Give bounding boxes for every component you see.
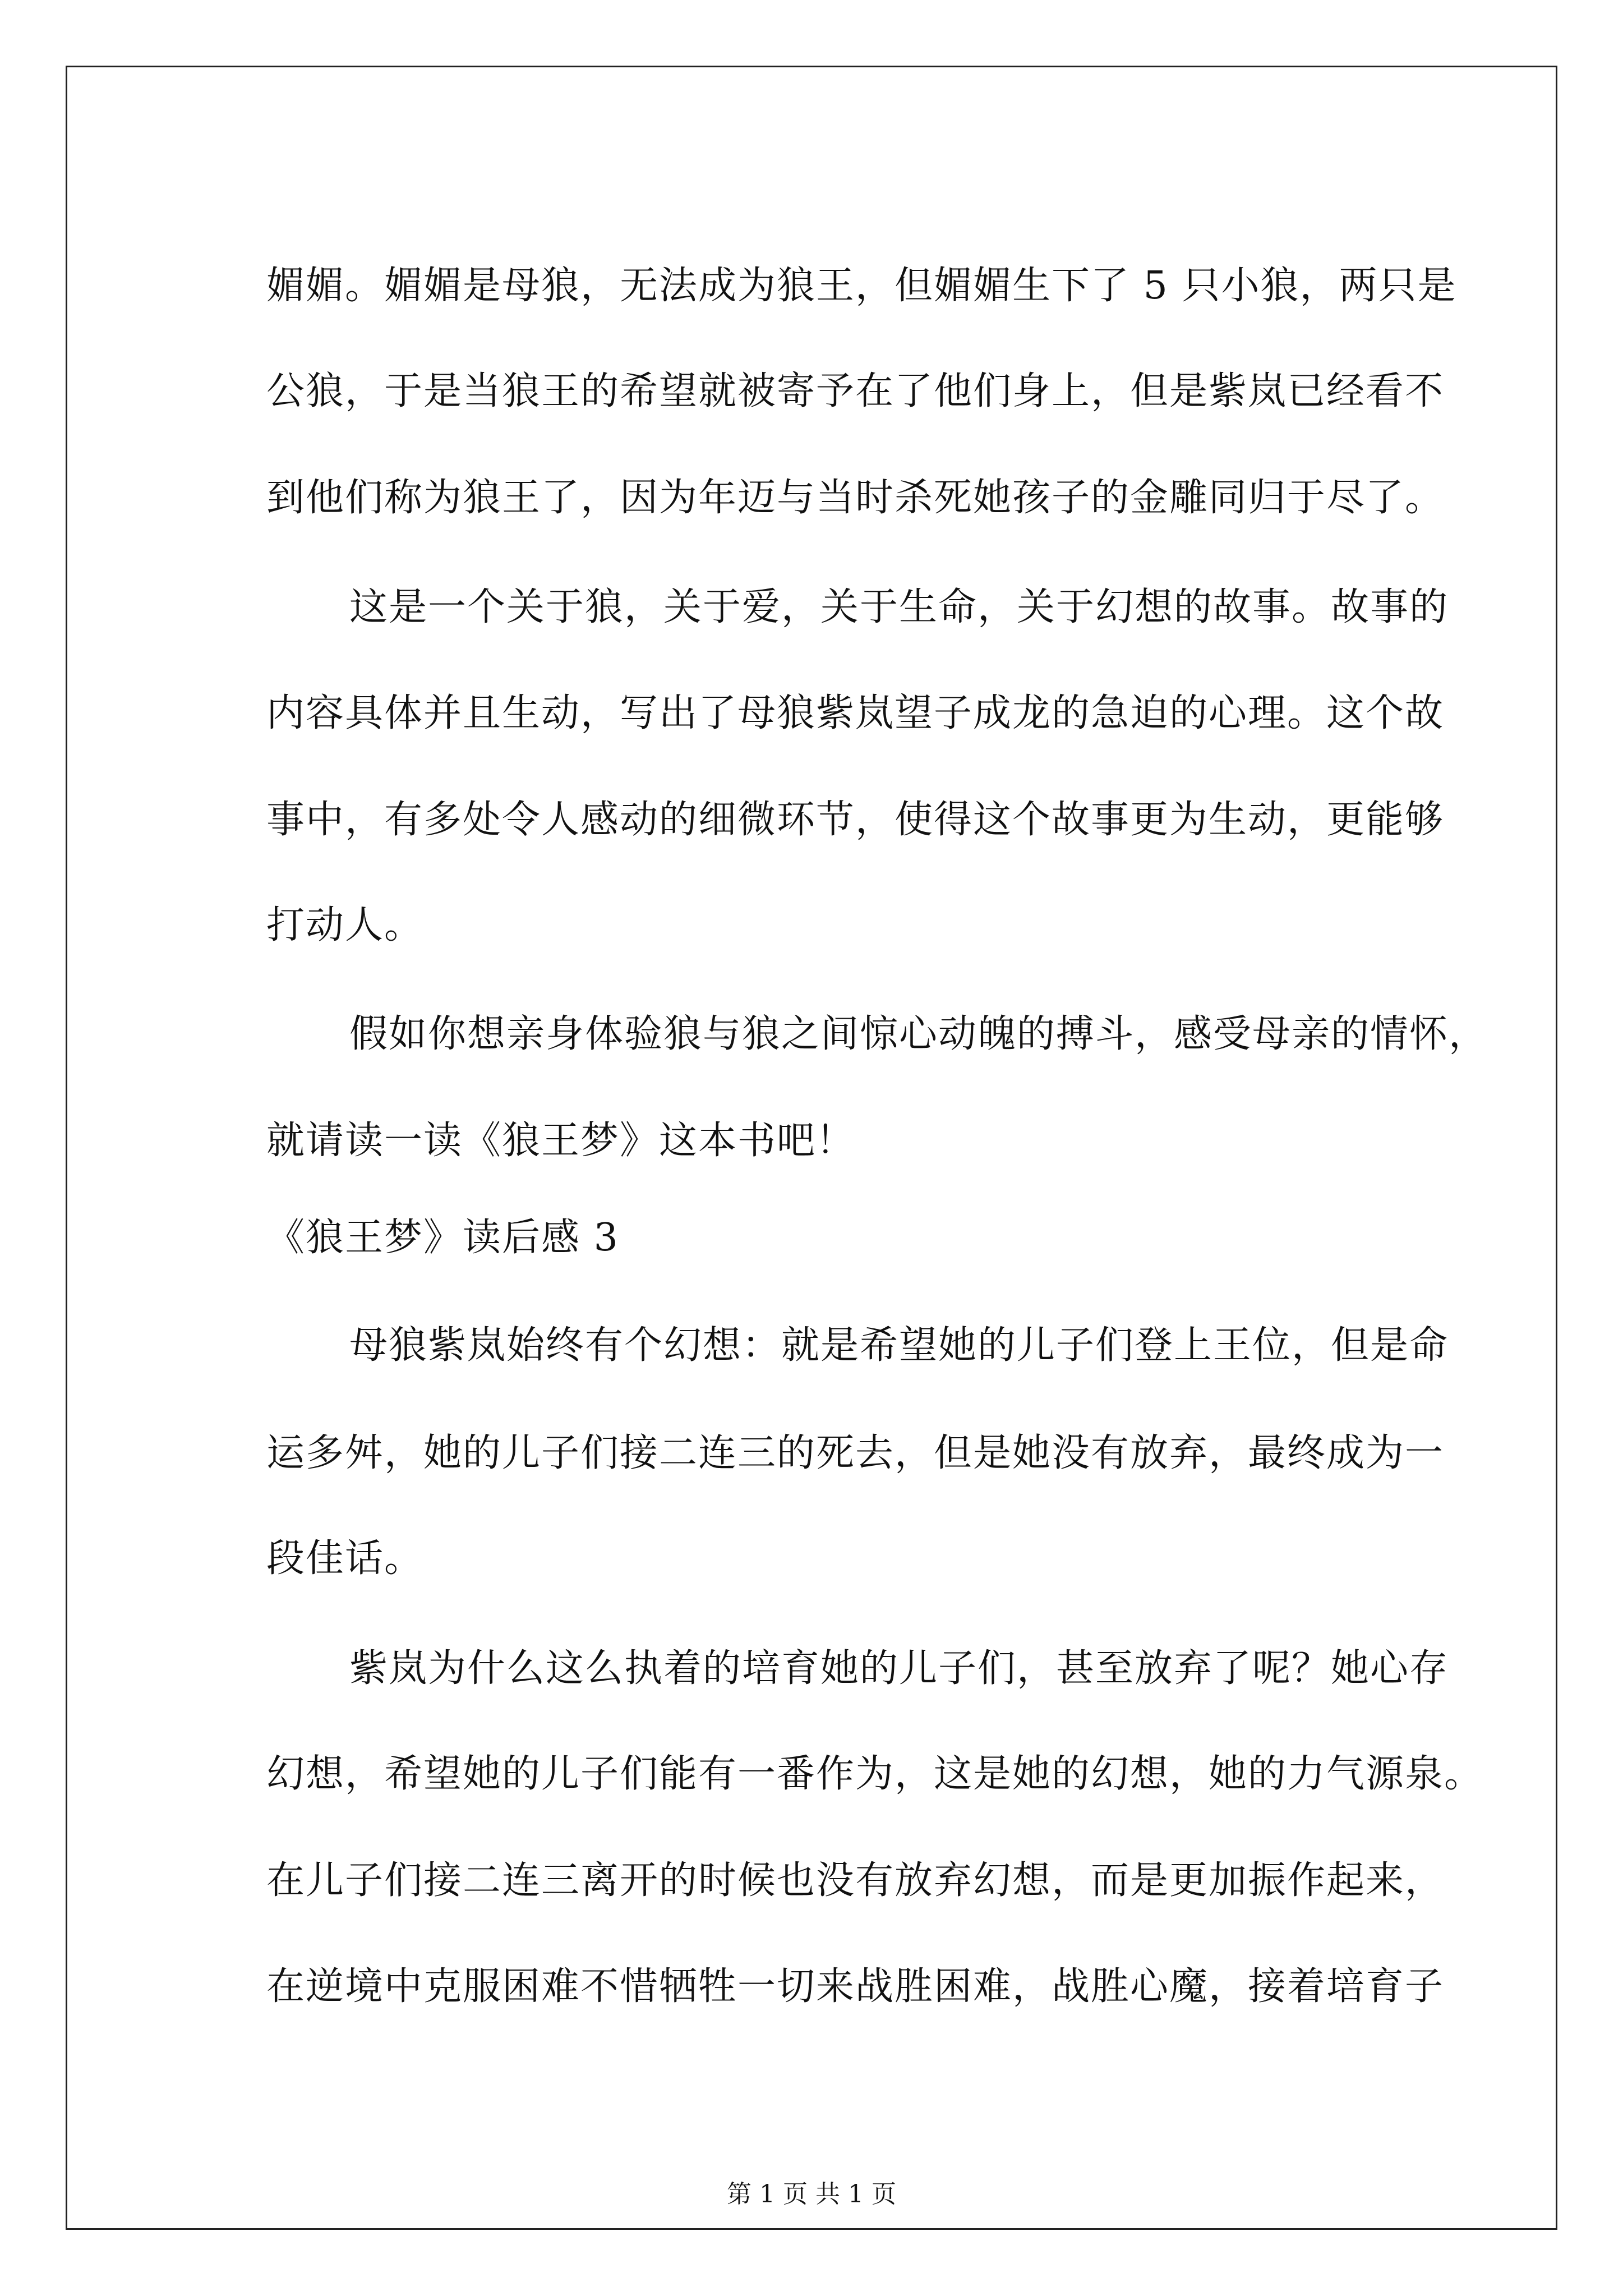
text-line: 段佳话。: [266, 1536, 424, 1581]
paragraph-first-line: 假如你想亲身体验狼与狼之间惊心动魄的搏斗，感受母亲的情怀，: [349, 1012, 1488, 1056]
page-frame: [66, 66, 1557, 2230]
text-line: 内容具体并且生动，写出了母狼紫岚望子成龙的急迫的心理。这个故: [266, 691, 1445, 735]
paragraph-first-line: 紫岚为什么这么执着的培育她的儿子们，甚至放弃了呢？她心存: [349, 1646, 1449, 1691]
text-line: 公狼，于是当狼王的希望就被寄予在了他们身上，但是紫岚已经看不: [266, 369, 1445, 413]
paragraph-first-line: 这是一个关于狼，关于爱，关于生命，关于幻想的故事。故事的: [349, 585, 1449, 629]
section-heading: 《狼王梦》读后感 3: [266, 1216, 619, 1260]
text-line: 就请读一读《狼王梦》这本书吧！: [266, 1119, 856, 1163]
text-line: 打动人。: [266, 903, 424, 947]
text-line: 在儿子们接二连三离开的时候也没有放弃幻想，而是更加振作起来，: [266, 1858, 1445, 1903]
text-line: 幻想，希望她的儿子们能有一番作为，这是她的幻想，她的力气源泉。: [266, 1752, 1484, 1796]
text-line: 到他们称为狼王了，因为年迈与当时杀死她孩子的金雕同归于尽了。: [266, 476, 1445, 520]
text-line: 运多舛，她的儿子们接二连三的死去，但是她没有放弃，最终成为一: [266, 1431, 1445, 1475]
text-line: 在逆境中克服困难不惜牺牲一切来战胜困难，战胜心魔，接着培育子: [266, 1964, 1445, 2009]
text-line: 事中，有多处令人感动的细微环节，使得这个故事更为生动，更能够: [266, 798, 1445, 842]
text-line: 媚媚。媚媚是母狼，无法成为狼王，但媚媚生下了 5 只小狼，两只是: [266, 264, 1457, 308]
paragraph-first-line: 母狼紫岚始终有个幻想：就是希望她的儿子们登上王位，但是命: [349, 1323, 1449, 1368]
page-footer: 第 1 页 共 1 页: [727, 2180, 896, 2208]
